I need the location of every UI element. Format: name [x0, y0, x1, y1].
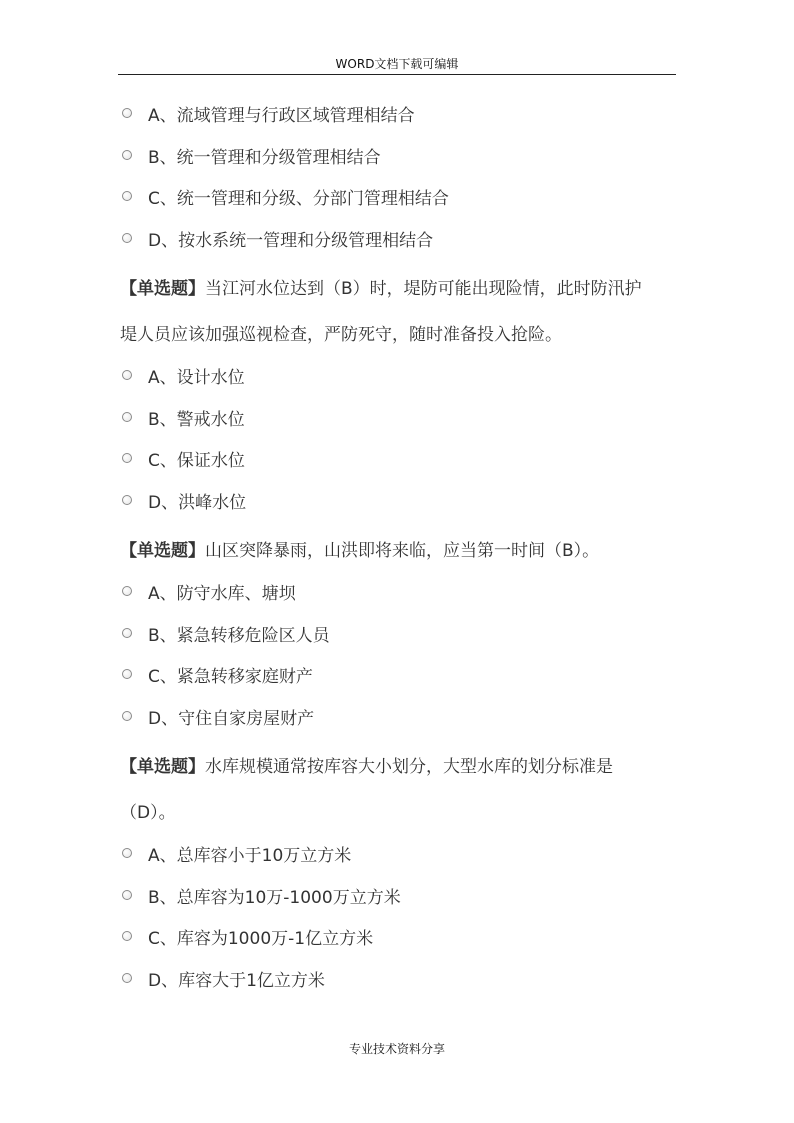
radio-button-icon[interactable]: [122, 108, 132, 118]
radio-button-icon[interactable]: [122, 370, 132, 380]
answer-option[interactable]: [120, 96, 680, 138]
option-label: C、统一管理和分级、分部门管理相结合: [148, 189, 449, 209]
option-label: B、统一管理和分级管理相结合: [148, 147, 381, 168]
answer-option[interactable]: [120, 400, 680, 442]
radio-button-icon[interactable]: [122, 191, 132, 201]
question-line: [120, 266, 680, 312]
option-label: B、警戒水位: [148, 409, 245, 430]
option-label: C、保证水位: [148, 451, 245, 471]
radio-button-icon[interactable]: [122, 848, 132, 858]
radio-button-icon[interactable]: [122, 669, 132, 679]
option-label: A、防守水库、塘坝: [148, 584, 296, 604]
question-stem: [120, 744, 680, 836]
answer-option[interactable]: [120, 836, 680, 878]
radio-button-icon[interactable]: [122, 973, 132, 983]
answer-option[interactable]: [120, 616, 680, 658]
radio-button-icon[interactable]: [122, 453, 132, 463]
radio-button-icon[interactable]: [122, 586, 132, 596]
option-label: A、总库容小于10万立方米: [148, 846, 352, 866]
option-label: D、库容大于1亿立方米: [148, 970, 325, 991]
question-text: 水库规模通常按库容大小划分，大型水库的划分标准是: [205, 757, 613, 777]
question-type-tag: 【单选题】: [120, 541, 205, 561]
radio-button-icon[interactable]: [122, 412, 132, 422]
radio-button-icon[interactable]: [122, 233, 132, 243]
answer-option[interactable]: [120, 483, 680, 525]
answer-option[interactable]: [120, 179, 680, 221]
option-label: C、紧急转移家庭财产: [148, 667, 313, 687]
radio-button-icon[interactable]: [122, 628, 132, 638]
question-type-tag: 【单选题】: [120, 279, 205, 299]
page-footer: 专业技术资料分享: [348, 1042, 445, 1056]
question-line: [120, 528, 680, 574]
answer-option[interactable]: [120, 358, 680, 400]
answer-option[interactable]: [120, 221, 680, 263]
radio-button-icon[interactable]: [122, 890, 132, 900]
option-label: D、洪峰水位: [148, 492, 247, 513]
question-stem: [120, 266, 680, 358]
question-text: 堤人员应该加强巡视检查，严防死守，随时准备投入抢险。: [120, 325, 562, 345]
radio-button-icon[interactable]: [122, 931, 132, 941]
radio-button-icon[interactable]: [122, 150, 132, 160]
question-text: 当江河水位达到（B）时，堤防可能出现险情，此时防汛护: [205, 279, 642, 299]
answer-option[interactable]: [120, 961, 680, 1003]
question-text: 山区突降暴雨，山洪即将来临，应当第一时间（B）。: [205, 541, 600, 561]
page-header: WORD文档下载可编辑: [335, 57, 459, 71]
option-label: D、守住自家房屋财产: [148, 708, 315, 729]
option-label: A、流域管理与行政区域管理相结合: [148, 106, 415, 126]
header-rule: [118, 74, 676, 75]
answer-option[interactable]: [120, 878, 680, 920]
question-stem: [120, 528, 680, 574]
radio-button-icon[interactable]: [122, 495, 132, 505]
answer-option[interactable]: [120, 574, 680, 616]
answer-option[interactable]: [120, 699, 680, 741]
question-type-tag: 【单选题】: [120, 757, 205, 777]
option-label: B、紧急转移危险区人员: [148, 625, 330, 646]
question-line: [120, 790, 680, 836]
question-line: [120, 744, 680, 790]
answer-option[interactable]: [120, 441, 680, 483]
option-label: D、按水系统一管理和分级管理相结合: [148, 230, 434, 251]
option-label: C、库容为1000万-1亿立方米: [148, 929, 374, 949]
answer-option[interactable]: [120, 657, 680, 699]
question-text: （D）。: [120, 803, 176, 823]
option-label: A、设计水位: [148, 368, 245, 388]
option-label: B、总库容为10万-1000万立方米: [148, 887, 401, 908]
answer-option[interactable]: [120, 138, 680, 180]
question-list: [120, 96, 680, 1002]
question-line: [120, 312, 680, 358]
answer-option[interactable]: [120, 919, 680, 961]
radio-button-icon[interactable]: [122, 711, 132, 721]
